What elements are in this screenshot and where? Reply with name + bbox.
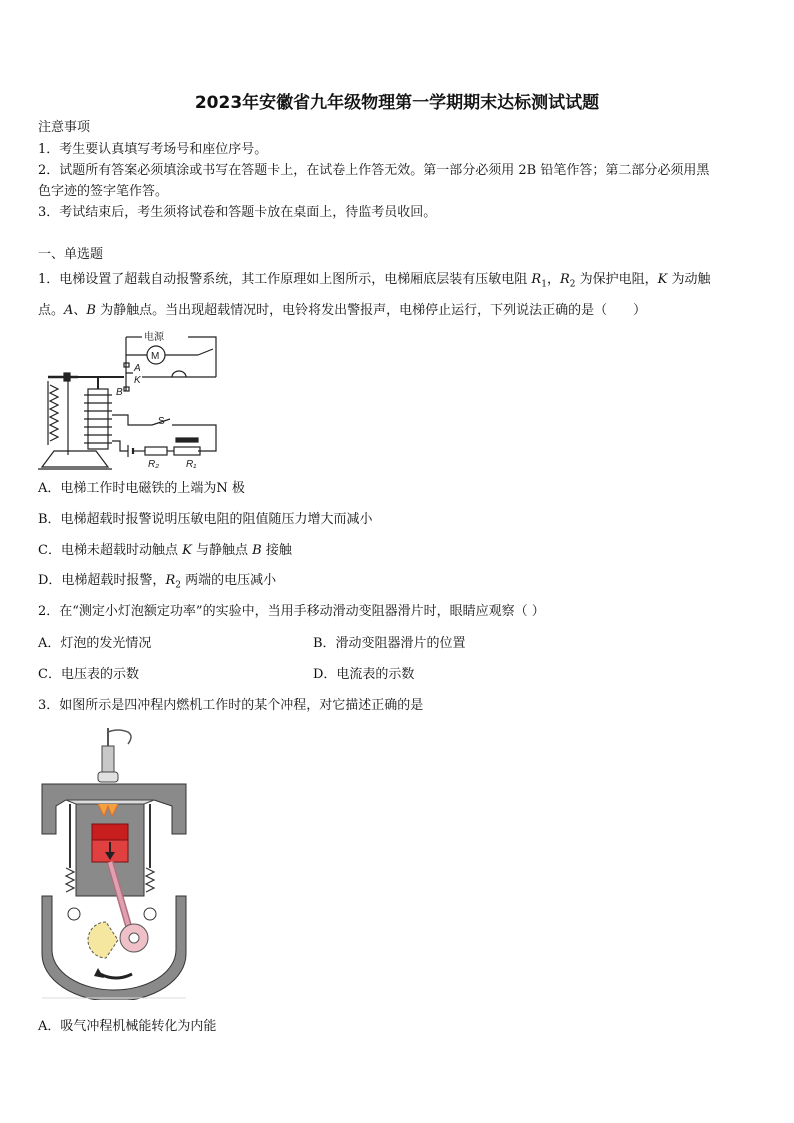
- q1-text: 与静触点: [195, 543, 248, 558]
- contact-b-label: B: [116, 387, 123, 398]
- q1-text: 点。: [38, 303, 65, 318]
- page-title: 2023年安徽省九年级物理第一学期期末达标测试试题: [194, 93, 600, 113]
- question-2-stem: 2．在“测定小灯泡额定功率”的实验中，当用手移动滑动变阻器滑片时，眼睛应观察（ ）: [38, 604, 545, 619]
- q3-option-a: A．吸气冲程机械能转化为内能: [38, 1019, 217, 1034]
- r1-label: R₁: [186, 459, 197, 470]
- q1-option-d: D．电梯超载时报警，$R_2$ 两端的电压减小: [38, 573, 277, 591]
- contact-k-label: K: [134, 375, 141, 386]
- q1-option-b: B．电梯超载时报警说明压敏电阻的阻值随压力增大而减小: [38, 512, 373, 527]
- q1-text: D．电梯超载时报警，: [38, 573, 166, 588]
- section-heading: 一、单选题: [38, 247, 104, 262]
- power-label: 电源: [144, 332, 164, 343]
- notice-item: 1．考生要认真填写考场号和座位序号。: [38, 142, 268, 157]
- r2-label: R₂: [148, 459, 160, 470]
- elevator-circuit-figure: [38, 325, 223, 473]
- contact-a-label: A: [134, 363, 141, 374]
- motor-label: M: [151, 351, 160, 362]
- q2-option-a: A．灯泡的发光情况: [38, 636, 152, 651]
- notice-item: 色字迹的签字笔作答。: [38, 184, 169, 199]
- q1-text: 两端的电压减小: [185, 573, 277, 588]
- notice-heading: 注意事项: [38, 120, 91, 135]
- notice-item: 2．试题所有答案必须填涂或书写在答题卡上，在试卷上作答无效。第一部分必须用 2B 铅笔作答；第二部分必须用黑: [38, 163, 710, 178]
- q1-text: 接触: [265, 543, 292, 558]
- q1-option-c: C．电梯未超载时动触点 K 与静触点 B 接触: [38, 543, 292, 558]
- switch-label: S: [158, 416, 165, 427]
- question-1-stem-line1: 1．电梯设置了超载自动报警系统，其工作原理如上图所示，电梯厢底层装有压敏电阻 $R_1$，$R_2$ 为保护电阻，K 为动触: [38, 272, 711, 290]
- question-1-stem-line2: 点。A、B 为静触点。当出现超载情况时，电铃将发出警报声，电梯停止运行，下列说法正确的是（ ）: [38, 303, 647, 318]
- q1-text: 1．电梯设置了超载自动报警系统，其工作原理如上图所示，电梯厢底层装有压敏电阻: [38, 272, 528, 287]
- q2-option-c: C．电压表的示数: [38, 667, 139, 682]
- q1-text: 为保护电阻，: [579, 272, 658, 287]
- engine-stroke-figure: [36, 728, 192, 1000]
- q2-option-d: D．电流表的示数: [313, 667, 415, 682]
- question-3-stem: 3．如图所示是四冲程内燃机工作时的某个冲程，对它描述正确的是: [38, 698, 424, 713]
- q2-option-b: B．滑动变阻器滑片的位置: [313, 636, 466, 651]
- q1-text: 为动触: [671, 272, 711, 287]
- notice-item: 3．考试结束后，考生须将试卷和答题卡放在桌面上，待监考员收回。: [38, 205, 437, 220]
- q1-text: C．电梯未超载时动触点: [38, 543, 178, 558]
- q1-option-a: A．电梯工作时电磁铁的上端为N 极: [38, 481, 245, 496]
- q1-text: 为静触点。当出现超载情况时，电铃将发出警报声，电梯停止运行，下列说法正确的是（ ）: [100, 303, 647, 318]
